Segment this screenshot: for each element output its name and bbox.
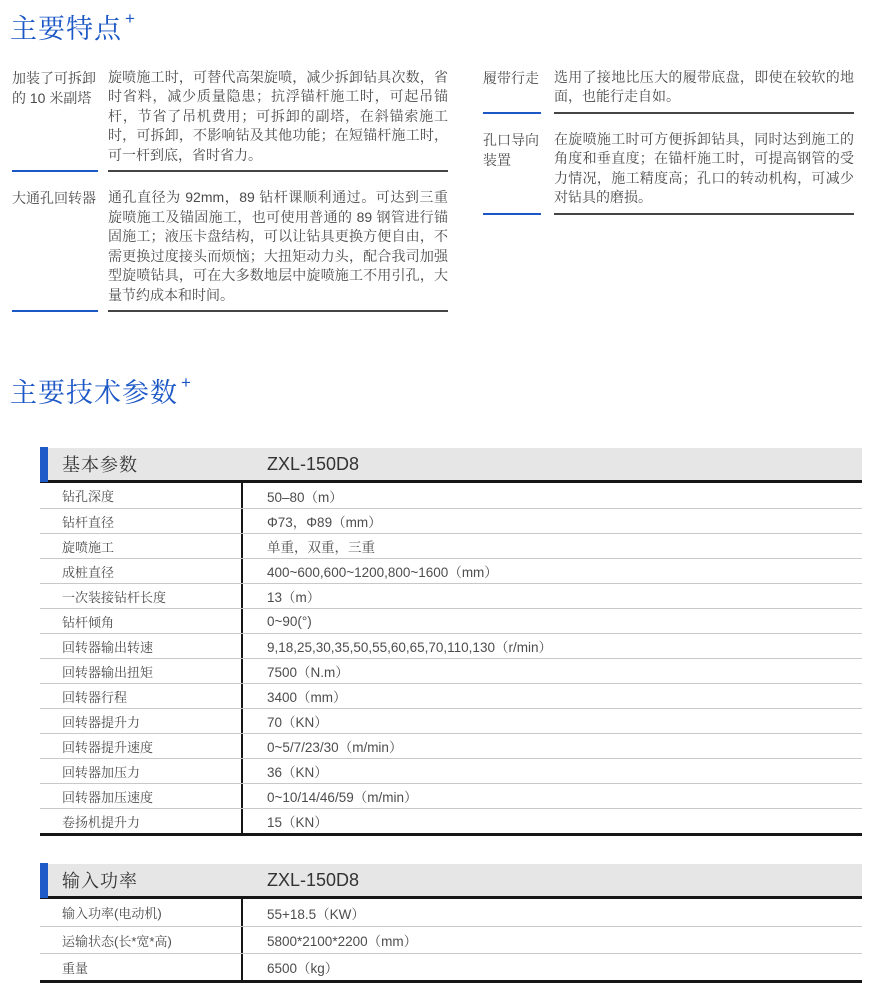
table-row — [40, 808, 862, 833]
specs-section-title — [0, 328, 870, 411]
feature-description: 旋喷施工时，可替代高架旋喷，减少拆卸钻具次数，省时省料，减少质量隐患；抗浮锚杆施工时，可起吊锚杆，节省了吊机费用；可拆卸的副塔，在斜锚索施工时，可拆卸，不影响钻及其他功能；在短锚杆施工时，可一杆到底，省时省力。 — [108, 68, 448, 173]
param-value: 15（KN） — [267, 815, 328, 830]
table-row — [40, 558, 862, 583]
table-row — [40, 733, 862, 758]
table-row — [40, 953, 862, 980]
param-value: 70（KN） — [267, 715, 328, 730]
param-value: 0~5/7/23/30（m/min） — [267, 740, 403, 755]
feature-item-crawler — [483, 68, 854, 114]
feature-description: 选用了接地比压大的履带底盘，即使在较软的地面，也能行走自如。 — [554, 68, 854, 114]
param-label: 回转器加压速度 — [40, 784, 243, 808]
param-label: 成桩直径 — [40, 559, 243, 583]
table-row — [40, 533, 862, 558]
param-label: 回转器输出扭矩 — [40, 659, 243, 683]
table-row — [40, 926, 862, 953]
param-label: 一次装接钻杆长度 — [40, 584, 243, 608]
accent-bar — [40, 863, 48, 898]
plus-marker: + — [125, 9, 136, 28]
param-value: 50–80（m） — [267, 489, 343, 505]
param-value: 6500（kg） — [267, 961, 339, 976]
plus-marker: + — [181, 373, 192, 393]
table-row — [40, 899, 862, 926]
input-power-table — [40, 864, 862, 983]
basic-params-table — [40, 448, 862, 836]
table-row — [40, 583, 862, 608]
table-model: ZXL-150D8 — [267, 869, 360, 890]
feature-label: 大通孔回转器 — [12, 188, 98, 312]
param-value: 3400（mm） — [267, 690, 347, 705]
feature-item-aux-tower — [12, 68, 448, 173]
table-title: 基本参数 — [62, 455, 138, 475]
feature-item-rotary-head — [12, 188, 448, 312]
param-value: 55+18.5（KW） — [267, 906, 365, 922]
feature-label: 加装了可拆卸的 10 米副塔 — [12, 68, 98, 173]
accent-bar — [40, 447, 48, 482]
specs-title-text: 主要技术参数 — [10, 378, 178, 409]
feature-description: 通孔直径为 92mm，89 钻杆课顺利通过。可达到三重旋喷施工及锚固施工，也可使用普通的 89 钢管进行锚固施工；液压卡盘结构，可以让钻具更换方便自由，不需更换过度接头而烦恼；大扭矩动力头，配合我司加强型旋喷钻具，可在大多数地层中旋喷施工不用引孔，大量节约成本和时间。 — [108, 188, 448, 312]
param-label: 输入功率(电动机) — [40, 899, 243, 926]
table-row — [40, 783, 862, 808]
param-label: 回转器行程 — [40, 684, 243, 708]
param-label: 回转器加压力 — [40, 759, 243, 783]
table-row — [40, 658, 862, 683]
param-value: 单重，双重，三重 — [267, 540, 375, 555]
features-section-title — [0, 0, 870, 47]
features-column-right — [483, 68, 854, 329]
features-column-left — [12, 68, 448, 329]
table-row — [40, 683, 862, 708]
param-value: 0~10/14/46/59（m/min） — [267, 790, 418, 805]
param-label: 回转器提升力 — [40, 709, 243, 733]
param-label: 钻杆直径 — [40, 509, 243, 533]
features-title-text: 主要特点 — [10, 14, 122, 44]
feature-label: 孔口导向装置 — [483, 130, 541, 215]
table-body — [40, 483, 862, 836]
param-value: 13（m） — [267, 590, 321, 605]
param-label: 钻杆倾角 — [40, 609, 243, 633]
table-header — [40, 864, 862, 899]
table-model: ZXL-150D8 — [267, 453, 360, 474]
param-value: 400~600,600~1200,800~1600（mm） — [267, 565, 498, 580]
param-label: 钻孔深度 — [40, 483, 243, 508]
param-value: 5800*2100*2200（mm） — [267, 934, 418, 949]
param-label: 旋喷施工 — [40, 534, 243, 558]
feature-description: 在旋喷施工时可方便拆卸钻具，同时达到施工的角度和垂直度；在锚杆施工时，可提高钢管的受力情况，施工精度高；孔口的转动机构，可减少对钻具的磨损。 — [554, 130, 854, 215]
param-label: 回转器提升速度 — [40, 734, 243, 758]
table-title: 输入功率 — [62, 871, 138, 891]
table-body — [40, 899, 862, 983]
param-value: Φ73，Φ89（mm） — [267, 515, 382, 530]
param-value: 7500（N.m） — [267, 665, 349, 680]
param-value: 9,18,25,30,35,50,55,60,65,70,110,130（r/min） — [267, 640, 552, 655]
param-value: 36（KN） — [267, 765, 328, 780]
feature-label: 履带行走 — [483, 68, 541, 114]
table-row — [40, 708, 862, 733]
table-header — [40, 448, 862, 483]
table-row — [40, 633, 862, 658]
param-label: 卷扬机提升力 — [40, 809, 243, 833]
table-row — [40, 483, 862, 508]
features-section — [12, 68, 870, 329]
param-label: 重量 — [40, 954, 243, 980]
param-label: 回转器输出转速 — [40, 634, 243, 658]
table-row — [40, 608, 862, 633]
table-row — [40, 758, 862, 783]
param-label: 运输状态(长*宽*高) — [40, 927, 243, 953]
table-row — [40, 508, 862, 533]
param-value: 0~90(°) — [267, 613, 312, 629]
feature-item-guide-device — [483, 130, 854, 215]
